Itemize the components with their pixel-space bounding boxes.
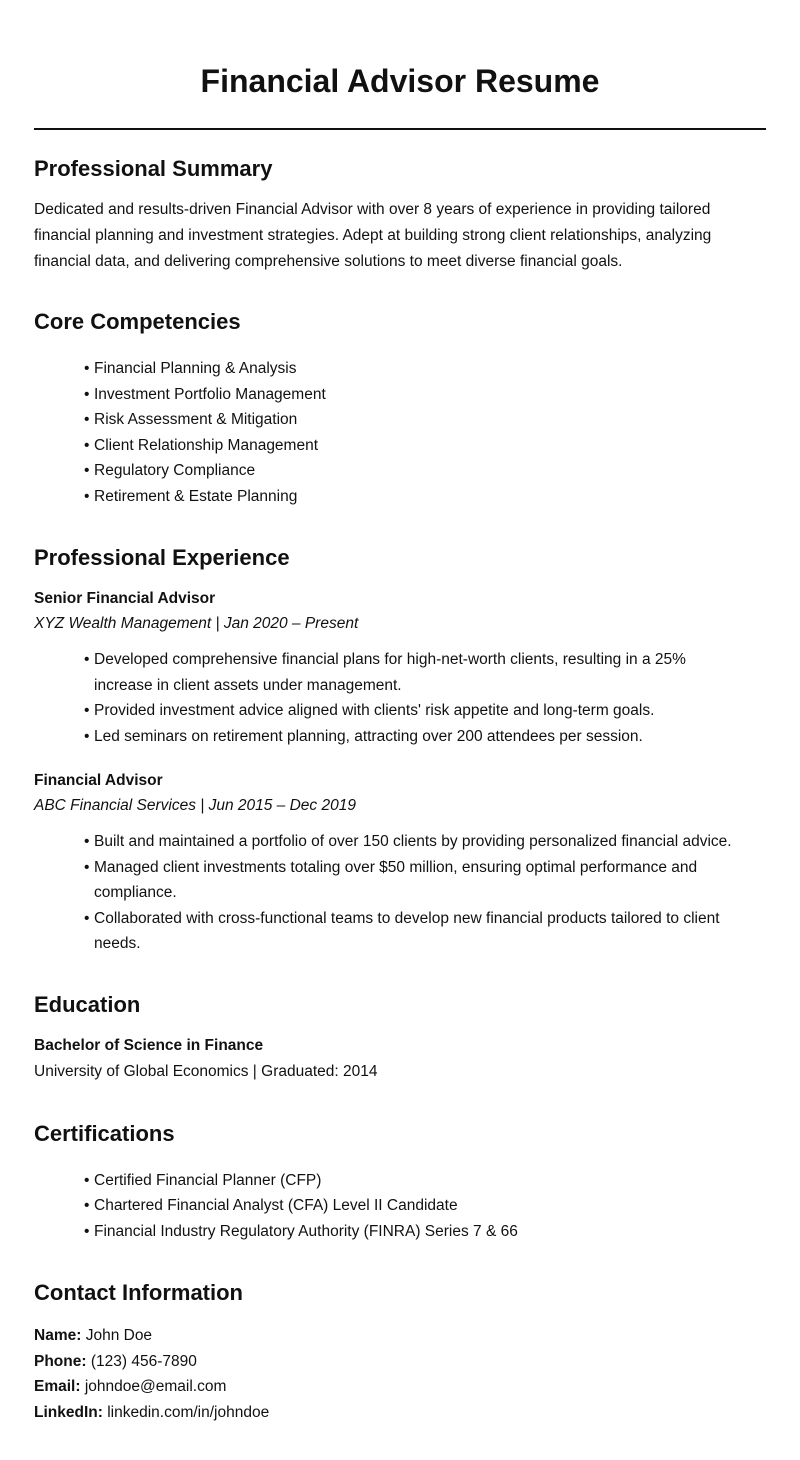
certification-label: Financial Industry Regulatory Authority (FINRA) Series 7 & 66 bbox=[94, 1222, 518, 1240]
summary-line: Dedicated and results-driven Financial Advisor with over 8 years of experience in providing tailored bbox=[34, 201, 711, 218]
list-item bbox=[84, 906, 766, 957]
bullet-icon: • bbox=[84, 385, 90, 403]
list-item bbox=[84, 829, 766, 855]
job-title: Senior Financial Advisor bbox=[34, 590, 216, 607]
bullet-icon: • bbox=[84, 462, 90, 479]
competency-label: Retirement & Estate Planning bbox=[94, 487, 298, 505]
experience-heading: Professional Experience bbox=[34, 545, 290, 570]
job-entry bbox=[34, 587, 766, 749]
bullet-line: Built and maintained a portfolio of over 150 clients by providing personalized financial advice. bbox=[94, 833, 732, 850]
contact-linkedin-value: linkedin.com/in/johndoe bbox=[107, 1403, 270, 1421]
bullet-line: Provided investment advice aligned with clients' risk appetite and long-term goals. bbox=[94, 702, 655, 719]
competency-label: Investment Portfolio Management bbox=[94, 385, 326, 403]
title-divider bbox=[34, 128, 766, 130]
job-entry bbox=[34, 769, 766, 957]
bullet-icon: • bbox=[84, 727, 90, 745]
list-item bbox=[84, 724, 766, 750]
certifications-heading: Certifications bbox=[34, 1120, 175, 1146]
competencies-section bbox=[34, 308, 766, 509]
contact-phone-value: (123) 456-7890 bbox=[90, 1352, 197, 1370]
bullet-icon: • bbox=[84, 833, 90, 850]
bullet-line: Led seminars on retirement planning, attracting over 200 attendees per session. bbox=[94, 727, 643, 745]
certification-label: Certified Financial Planner (CFP) bbox=[94, 1171, 322, 1189]
contact-section bbox=[34, 1279, 766, 1425]
bullet-icon: • bbox=[84, 651, 90, 668]
list-item bbox=[84, 458, 766, 484]
certification-label: Chartered Financial Analyst (CFA) Level II Candidate bbox=[94, 1197, 458, 1214]
list-item bbox=[84, 1219, 766, 1245]
summary-section bbox=[34, 155, 766, 275]
list-item bbox=[84, 407, 766, 433]
competencies-heading: Core Competencies bbox=[34, 309, 241, 334]
contact-phone-label: Phone: bbox=[34, 1352, 87, 1370]
certifications-list bbox=[34, 1168, 766, 1245]
summary-text bbox=[34, 197, 766, 275]
contact-email-label: Email: bbox=[34, 1378, 81, 1395]
degree-title: Bachelor of Science in Finance bbox=[34, 1036, 264, 1054]
contact-name-value: John Doe bbox=[85, 1327, 153, 1344]
contact-name-label: Name: bbox=[34, 1327, 82, 1344]
job-employer-dates: XYZ Wealth Management | Jan 2020 – Present bbox=[34, 615, 359, 632]
competency-label: Regulatory Compliance bbox=[94, 462, 256, 479]
list-item bbox=[84, 433, 766, 459]
contact-email bbox=[34, 1374, 766, 1400]
bullet-icon: • bbox=[84, 436, 90, 454]
job-bullets bbox=[34, 829, 766, 957]
experience-section bbox=[34, 544, 766, 957]
contact-heading: Contact Information bbox=[34, 1280, 243, 1305]
list-item bbox=[84, 647, 766, 698]
competency-label: Risk Assessment & Mitigation bbox=[94, 411, 298, 428]
contact-name bbox=[34, 1323, 766, 1349]
competencies-list bbox=[34, 356, 766, 509]
bullet-icon: • bbox=[84, 487, 90, 505]
bullet-line: Developed comprehensive financial plans for high-net-worth clients, resulting in a 25% bbox=[94, 651, 686, 668]
bullet-line: increase in client assets under management. bbox=[94, 676, 402, 694]
page-title: Financial Advisor Resume bbox=[200, 63, 600, 99]
education-section bbox=[34, 991, 766, 1086]
bullet-line: Collaborated with cross-functional teams to develop new financial products tailored to client bbox=[94, 909, 720, 927]
contact-email-value: johndoe@email.com bbox=[84, 1378, 227, 1395]
job-employer-dates: ABC Financial Services | Jun 2015 – Dec 2019 bbox=[34, 797, 356, 814]
bullet-icon: • bbox=[84, 1171, 90, 1189]
bullet-icon: • bbox=[84, 411, 90, 428]
bullet-line: compliance. bbox=[94, 884, 177, 901]
school-details: University of Global Economics | Graduated: 2014 bbox=[34, 1062, 378, 1080]
job-title: Financial Advisor bbox=[34, 772, 163, 789]
summary-line: financial planning and investment strategies. Adept at building strong client relationships, analyzing bbox=[34, 227, 712, 244]
list-item bbox=[84, 698, 766, 724]
bullet-icon: • bbox=[84, 1222, 90, 1240]
list-item bbox=[84, 855, 766, 906]
contact-details bbox=[34, 1323, 766, 1425]
contact-linkedin-label: LinkedIn: bbox=[34, 1403, 103, 1421]
list-item bbox=[84, 382, 766, 408]
contact-phone bbox=[34, 1349, 766, 1375]
bullet-icon: • bbox=[84, 360, 90, 377]
list-item bbox=[84, 1193, 766, 1219]
bullet-icon: • bbox=[84, 702, 90, 719]
bullet-icon: • bbox=[84, 909, 90, 927]
resume-page bbox=[34, 0, 766, 1425]
competency-label: Client Relationship Management bbox=[94, 436, 319, 454]
list-item bbox=[84, 484, 766, 510]
list-item bbox=[84, 1168, 766, 1194]
bullet-line: Managed client investments totaling over $50 million, ensuring optimal performance and bbox=[94, 858, 698, 876]
summary-line: financial data, and delivering comprehensive solutions to meet diverse financial goals. bbox=[34, 253, 623, 270]
bullet-line: needs. bbox=[94, 935, 141, 952]
bullet-icon: • bbox=[84, 1197, 90, 1214]
job-bullets bbox=[34, 647, 766, 749]
certifications-section bbox=[34, 1120, 766, 1245]
bullet-icon: • bbox=[84, 858, 90, 876]
education-heading: Education bbox=[34, 991, 141, 1017]
contact-linkedin bbox=[34, 1400, 766, 1426]
summary-heading: Professional Summary bbox=[34, 156, 273, 181]
list-item bbox=[84, 356, 766, 382]
competency-label: Financial Planning & Analysis bbox=[94, 360, 297, 377]
